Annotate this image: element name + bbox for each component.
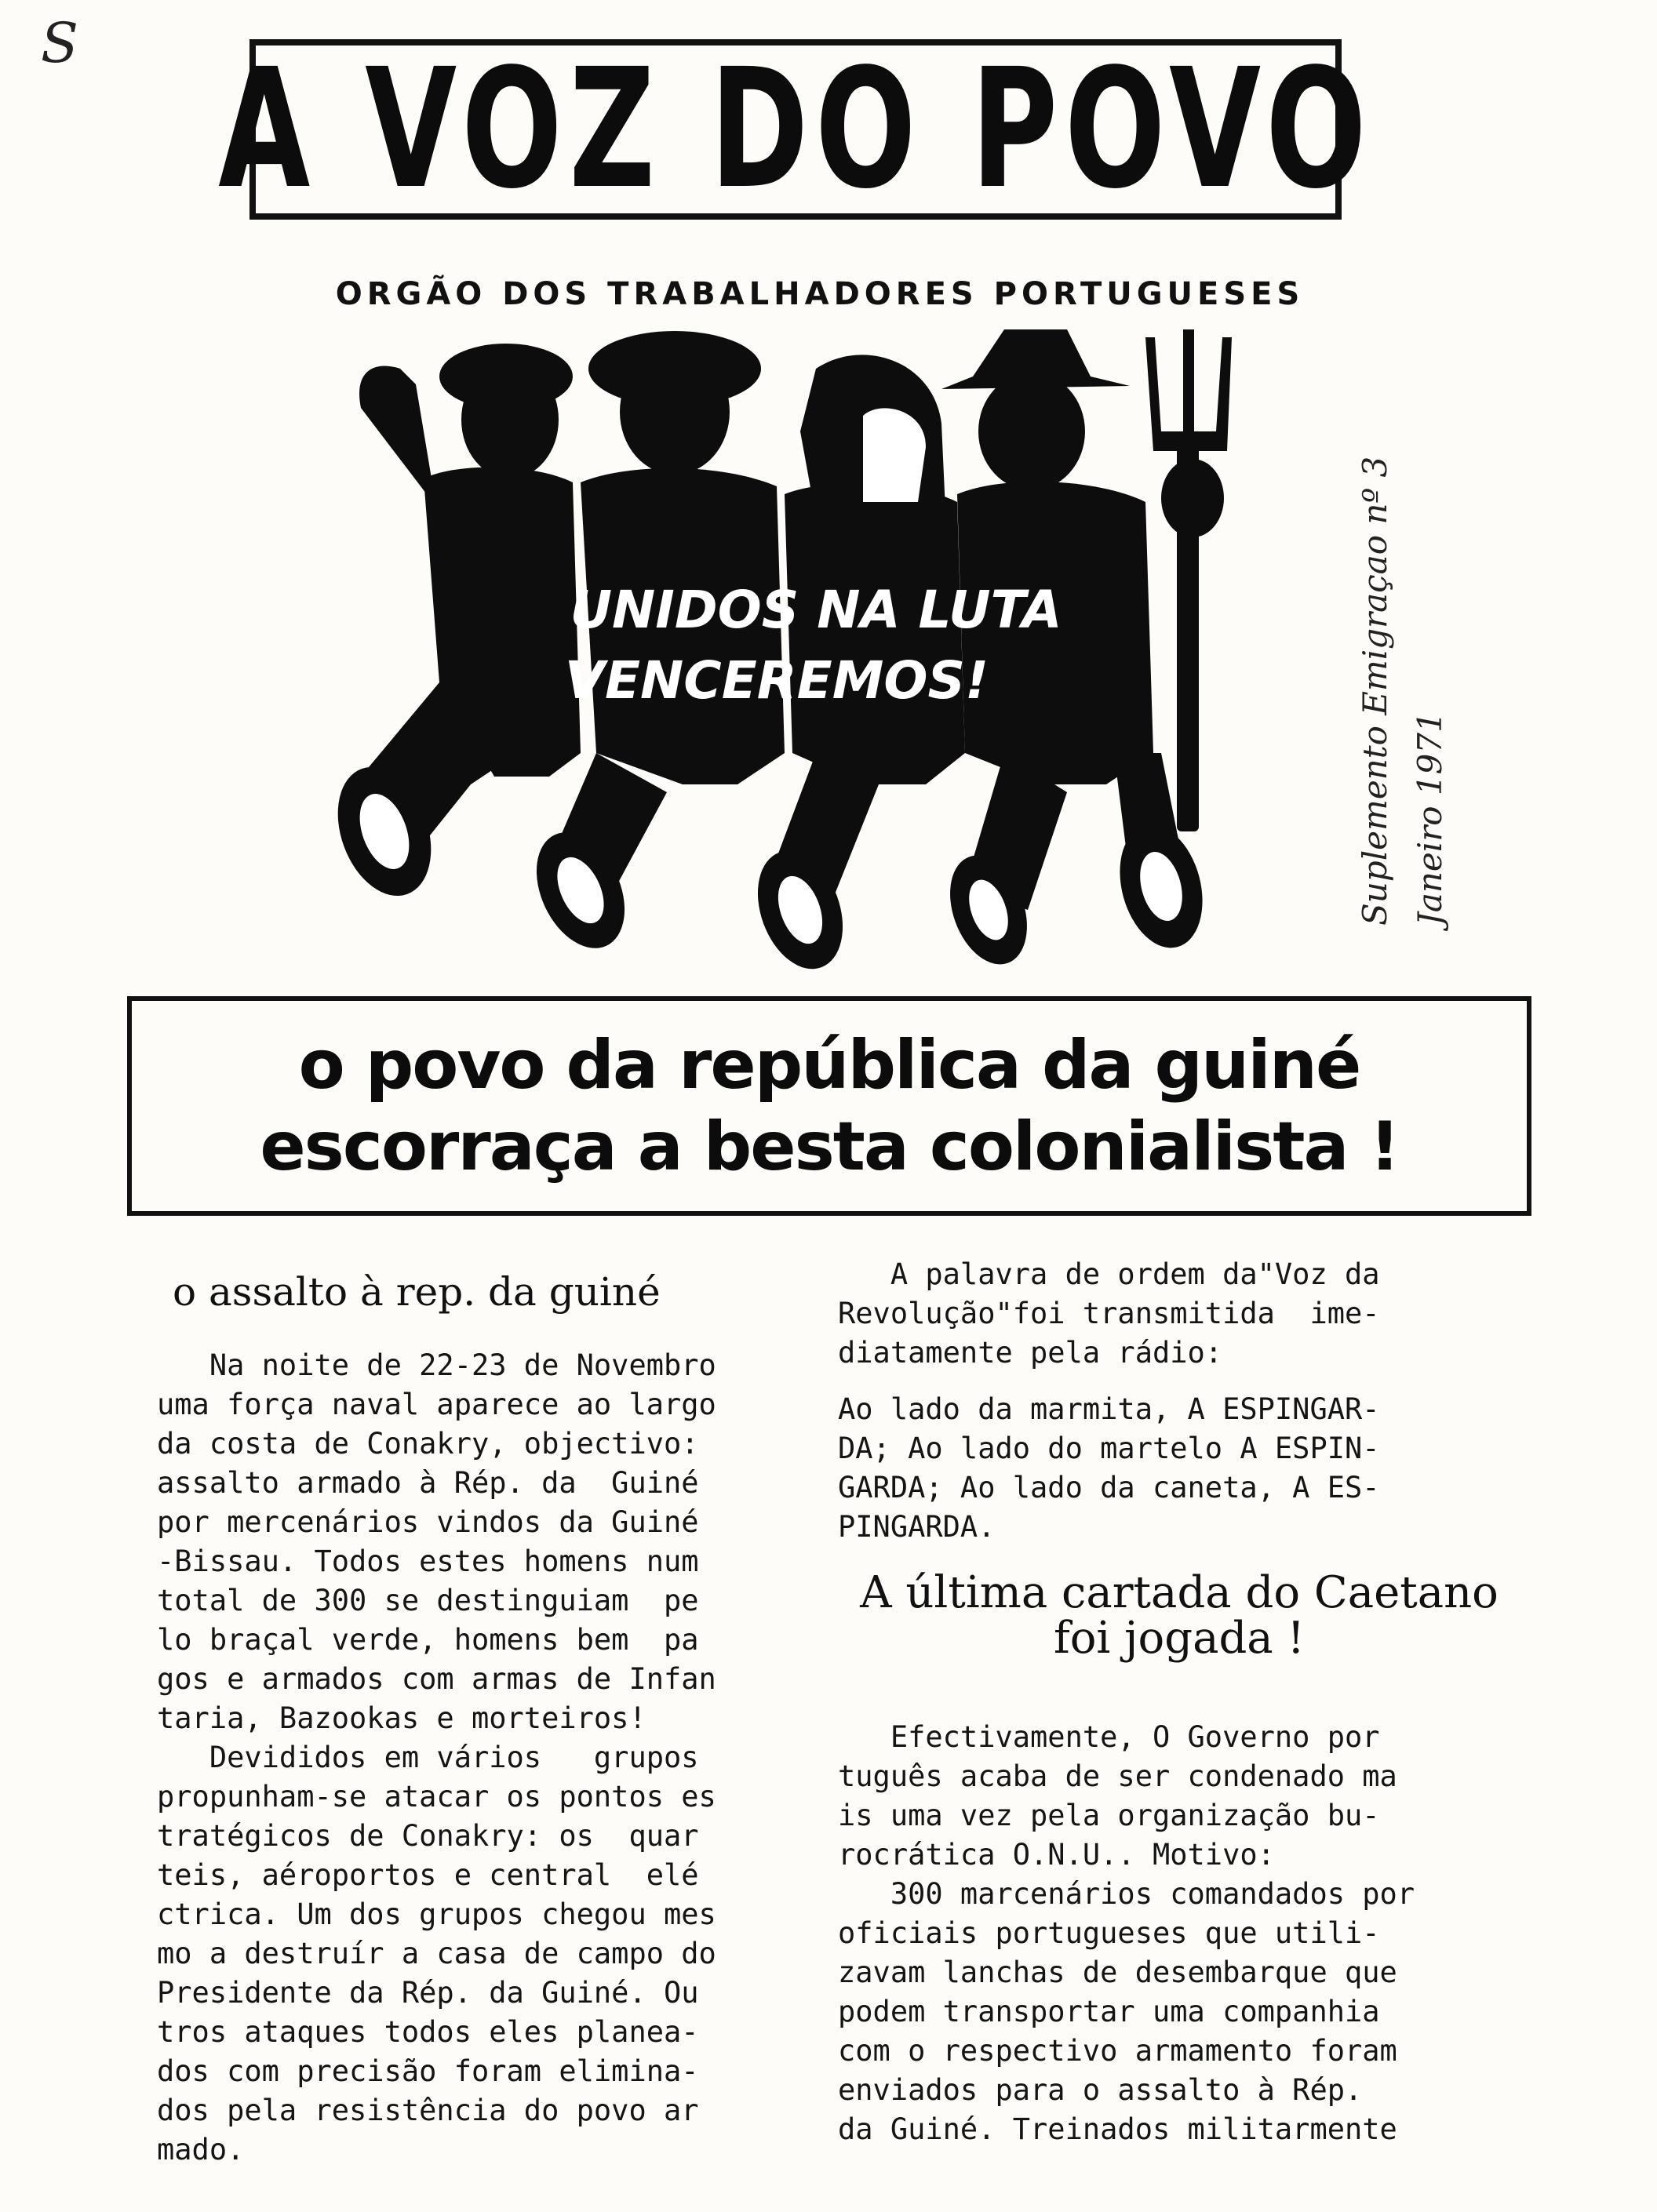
right-paragraph-2: Ao lado da marmita, A ESPINGAR- DA; Ao lado do martelo A ESPIN- GARDA; Ao lado da caneta, A ES- PINGARDA. [838,1392,1380,1544]
right-column [838,1255,1520,2149]
left-article-title: o assalto à rep. da guiné [173,1269,661,1315]
page-number-mark: S [41,11,78,75]
masthead-subtitle: ORGÃO DOS TRABALHADORES PORTUGUESES [335,276,1305,312]
slogan-line-2: VENCEREMOS! [564,650,989,711]
supplement-date: Janeiro 1971 [1411,711,1449,926]
headline-line-2: escorraça a besta colonialista ! [260,1108,1399,1186]
main-headline [127,996,1531,1216]
left-paragraph-2: Devididos em vários grupos propunham-se atacar os pontos es tratégicos de Conakry: os quar teis, aéroportos e central elé ctrica. Um dos grupos chegou mes mo a destruír a casa de campo do Presidente da Rép. da Guiné. Ou tros ataques todos eles planea- dos com precisão foram elimina- dos pela resistência do povo ar mado. [157,1741,716,2167]
masthead-title: A VOZ DO POVO [217,33,1374,225]
supplement-issue: Suplemento Emigraçao nº 3 [1356,456,1394,926]
supplement-note [1348,457,1458,926]
slogan-line-1: UNIDOS NA LUTA [570,580,1062,640]
left-paragraph-1: Na noite de 22-23 de Novembro uma força naval aparece ao largo da costa de Conakry, objectivo: assalto armado à Rép. da Guiné por mercenários vindos da Guiné -Bissau. Todos estes homens num total de 300 se destinguiam pe lo braçal verde, homens bem pa gos e armados com armas de Infan taria, Bazookas e morteiros! [157,1348,716,1735]
right-paragraph-1: A palavra de ordem da"Voz da Revolução"foi transmitida ime- diatamente pela rádio: [838,1257,1380,1370]
right-paragraph-3: Efectivamente, O Governo por tuguês acaba de ser condenado ma is uma vez pela organização bu- rocrática O.N.U.. Motivo: 300 marcenários comandados por oficiais portugueses que utili- zavam lanchas de desembarque que podem transportar uma companhia com o respectivo armamento foram enviados para o assalto à Rép. da Guiné. Treinados militarmente [838,1720,1415,2146]
workers-march-illustration [314,314,1310,988]
left-column [157,1255,792,2170]
right-article-title: A última cartada do Caetano foi jogada ! [860,1567,1499,1664]
masthead [217,33,1374,225]
headline-line-1: o povo da república da guiné [298,1026,1360,1104]
